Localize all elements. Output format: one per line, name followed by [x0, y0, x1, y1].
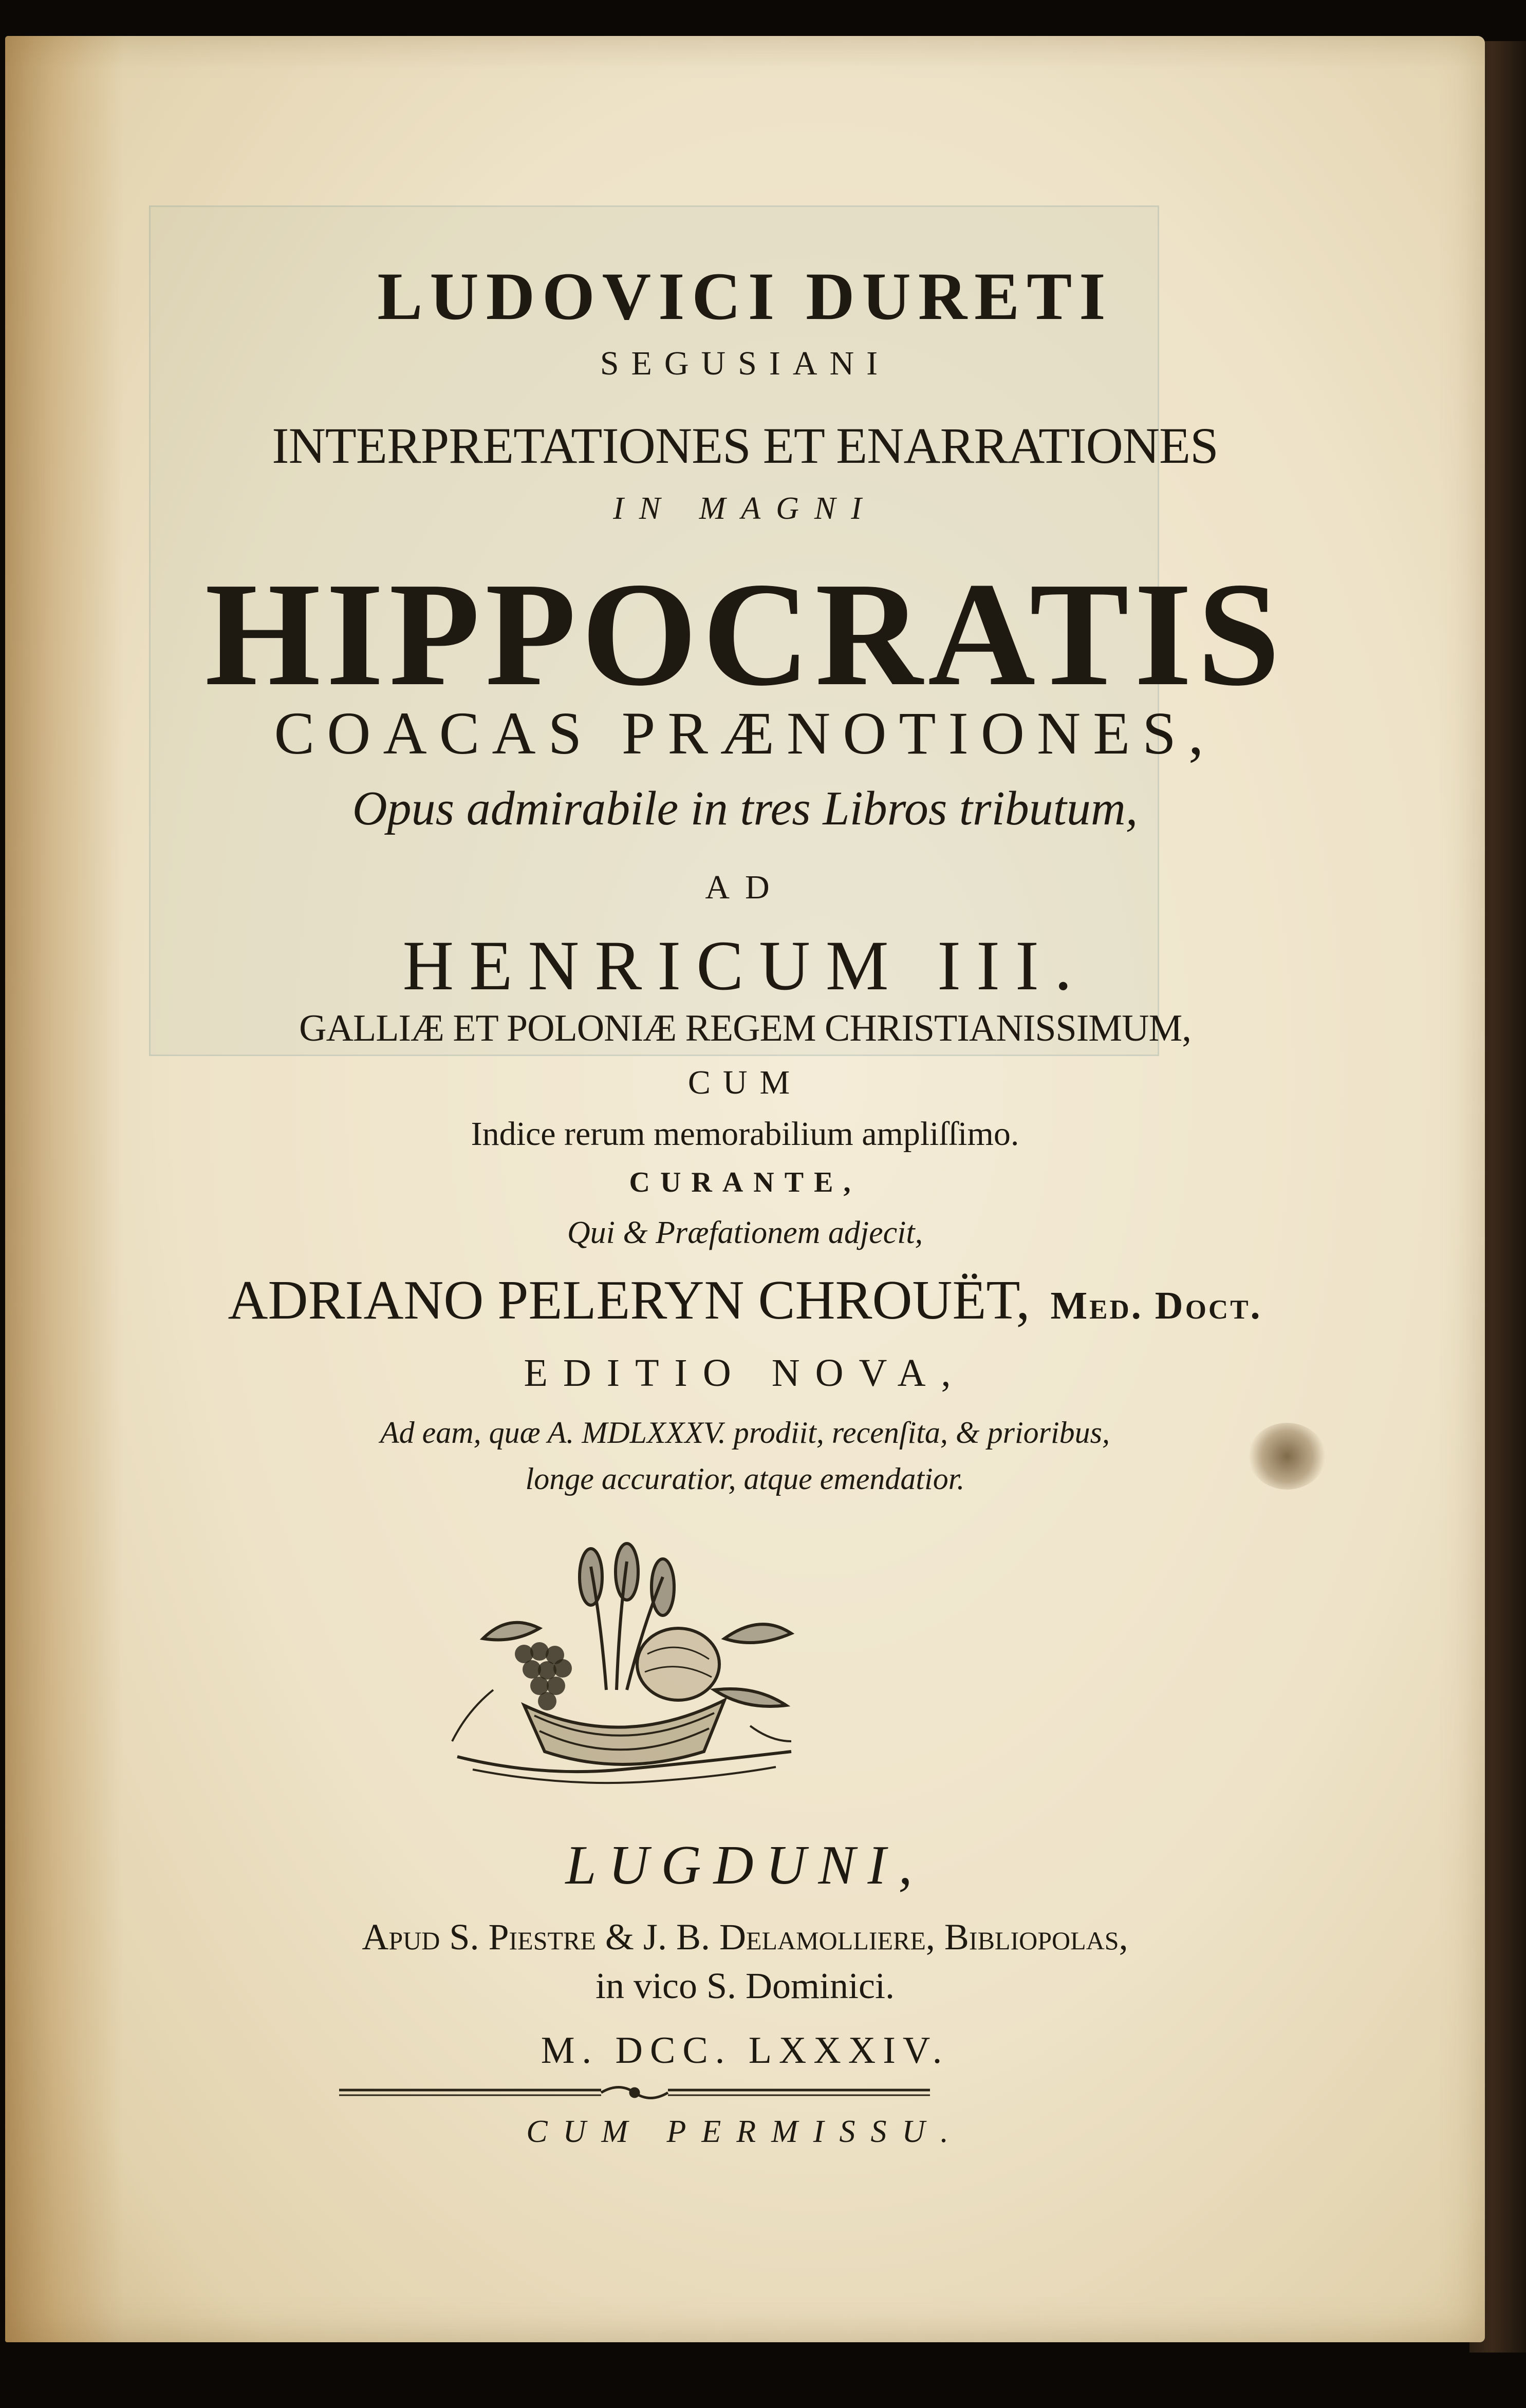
dedicatee-name: HENRICUM III. [402, 926, 1088, 1005]
author-origin: SEGUSIANI [600, 345, 890, 382]
cum-line: CUM [687, 1064, 803, 1101]
editor-line [5, 1269, 1485, 1332]
subject-title: HIPPOCRATIS [204, 552, 1286, 717]
publisher-line: Apud S. Piestre & J. B. Delamolliere, Bibliopolas, [362, 1916, 1128, 1958]
publisher-address: in vico S. Dominici. [595, 1965, 895, 2006]
preface-note: Qui & Præfationem adjecit, [567, 1215, 923, 1250]
fruit-basket-woodcut-icon [437, 1536, 807, 1793]
coacas-line: COACAS PRÆNOTIONES, [274, 700, 1216, 767]
curante-line: CURANTE, [629, 1167, 861, 1198]
imprint-city: LUGDUNI, [565, 1835, 925, 1896]
publication-date: M. DCC. LXXXIV. [541, 2029, 950, 2072]
accuracy-note: longe accuratior, atque emendatior. [525, 1462, 965, 1496]
title-page [5, 36, 1485, 2342]
king-title-line: GALLIÆ ET POLONIÆ REGEM CHRISTIANISSIMUM, [299, 1007, 1191, 1049]
edition-line: EDITIO NOVA, [524, 1351, 966, 1395]
editor-name: ADRIANO PELERYN CHROUËT, [228, 1270, 1030, 1331]
ad-line: AD [705, 869, 785, 906]
index-note: Indice rerum memorabilium ampliſſimo. [471, 1115, 1019, 1153]
editor-degree: Med. Doct. [1050, 1284, 1262, 1327]
in-magni-line: IN MAGNI [613, 491, 877, 526]
author-name: LUDOVICI DURETI [377, 258, 1113, 334]
permission-line: CUM PERMISSU. [526, 2114, 964, 2149]
ornamental-rule [334, 2083, 935, 2103]
subtitle-line: Opus admirabile in tres Libros tributum, [352, 782, 1138, 835]
work-title: INTERPRETATIONES ET ENARRATIONES [272, 417, 1218, 474]
revision-note: Ad eam, quæ A. MDLXXXV. prodiit, recenſita, & prioribus, [380, 1416, 1110, 1450]
